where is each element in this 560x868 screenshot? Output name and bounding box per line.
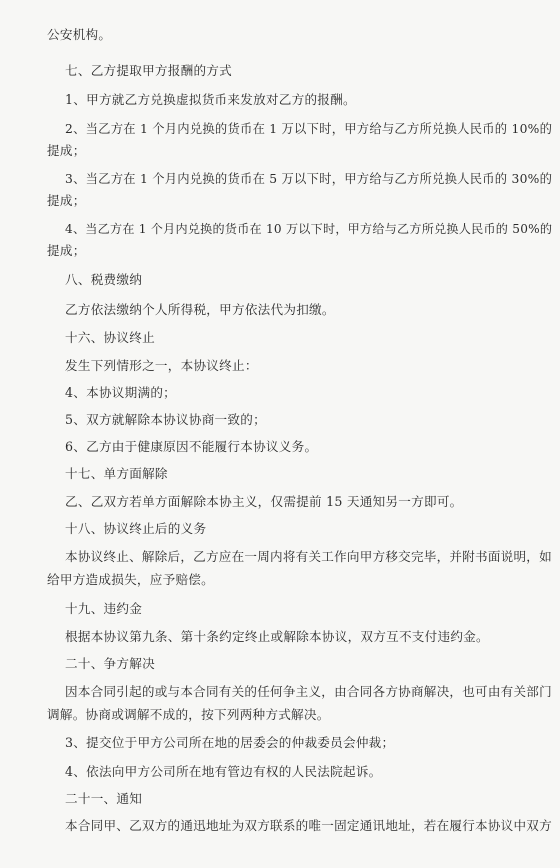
heading-section-7: 七、乙方提取甲方报酬的方式 — [65, 63, 232, 78]
heading-section-17: 十七、单方面解除 — [65, 466, 168, 481]
clause-16-5: 5、双方就解除本协议协商一致的； — [65, 412, 266, 427]
clause-7-4-cont: 提成； — [47, 243, 86, 258]
clause-17-text: 乙、乙双方若单方面解除本协主义，仅需提前 15 天通知另一方即可。 — [65, 494, 463, 509]
clause-7-2-cont: 提成； — [47, 143, 86, 158]
clause-20-text-cont: 调解。协商或调解不成的，按下列两种方式解决。 — [47, 707, 330, 722]
clause-8-text: 乙方依法缴纳个人所得税，甲方依法代为扣缴。 — [65, 302, 335, 317]
clause-20-4: 4、依法向甲方公司所在地有管边有权的人民法院起诉。 — [65, 764, 382, 779]
clause-18-text: 本协议终止、解除后，乙方应在一周内将有关工作向甲方移交完毕，并附书面说明，如 — [65, 549, 552, 564]
clause-16-intro: 发生下列情形之一，本协议终止： — [65, 358, 258, 373]
clause-18-text-cont: 给甲方造成损失，应予赔偿。 — [47, 572, 214, 587]
clause-19-text: 根据本协议第九条、第十条约定终止或解除本协议，双方互不支付违约金。 — [65, 629, 489, 644]
clause-7-3-cont: 提成； — [47, 193, 86, 208]
clause-20-3: 3、提交位于甲方公司所在地的居委会的仲裁委员会仲裁； — [65, 735, 395, 750]
clause-7-1: 1、甲方就乙方兑换虚拟货币来发放对乙方的报酬。 — [65, 92, 356, 107]
clause-21-text: 本合同甲、乙双方的通迅地址为双方联系的唯一固定通讯地址，若在履行本协议中双方 — [65, 818, 552, 833]
clause-7-3: 3、当乙方在 1 个月内兑换的货币在 5 万以下时，甲方给与乙方所兑换人民币的 30%的 — [65, 172, 553, 186]
heading-section-16: 十六、协议终止 — [65, 330, 155, 345]
heading-section-20: 二十、争方解决 — [65, 656, 155, 671]
clause-16-4: 4、本协议期满的； — [65, 385, 177, 400]
heading-section-19: 十九、违约金 — [65, 601, 143, 616]
heading-section-8: 八、税费缴纳 — [65, 272, 143, 287]
text-line-cont-security: 公安机构。 — [47, 27, 112, 42]
clause-7-2: 2、当乙方在 1 个月内兑换的货币在 1 万以下时，甲方给与乙方所兑换人民币的 10%的 — [65, 122, 553, 136]
clause-7-4: 4、当乙方在 1 个月内兑换的货币在 10 万以下时，甲方给与乙方所兑换人民币的 50%的 — [65, 222, 553, 236]
clause-20-text: 因本合同引起的或与本合同有关的任何争主义，由合同各方协商解决，也可由有关部门 — [65, 684, 552, 699]
clause-16-6: 6、乙方由于健康原因不能履行本协议义务。 — [65, 439, 318, 454]
heading-section-21: 二十一、通知 — [65, 791, 143, 806]
heading-section-18: 十八、协议终止后的义务 — [65, 521, 207, 536]
